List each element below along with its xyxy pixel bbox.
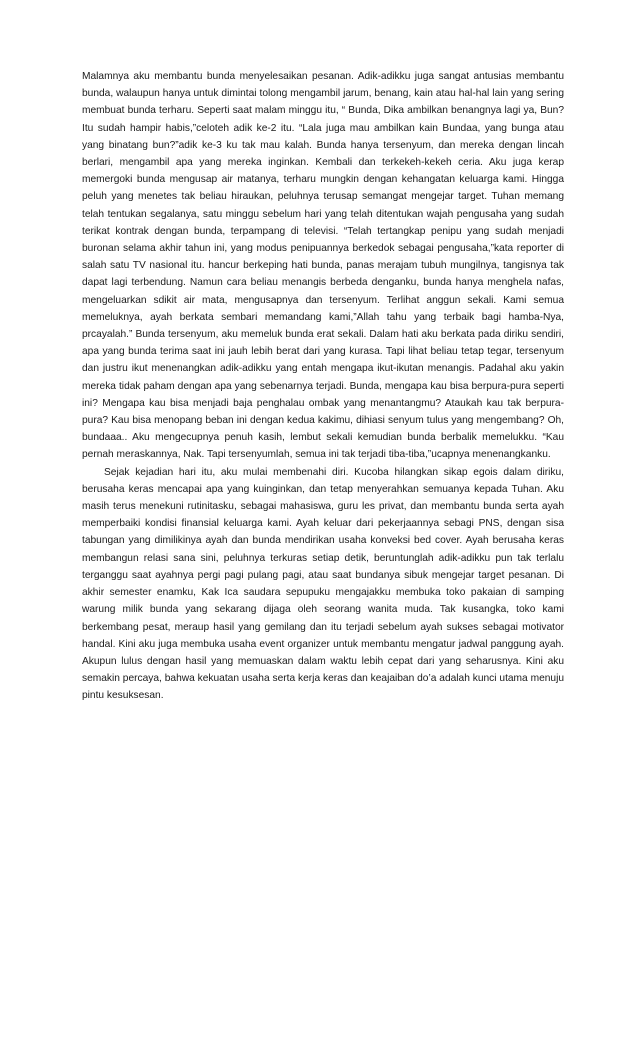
paragraph-1: Malamnya aku membantu bunda menyelesaikan pesanan. Adik-adikku juga sangat antusias membantu bunda, walaupun hanya untuk dimintai tolong mengambil jarum, benang, kain atau hal-hal lain yang sering membuat bunda terharu. Seperti saat malam minggu itu, “ Bunda, Dika ambilkan benangnya lagi ya, Bun? Itu sudah hampir habis,”celoteh adik ke-2 itu. “Lala juga mau ambilkan kain Bundaa, yang bunga atau yang binatang bun?”adik ke-3 ku tak mau kalah. Bunda hanya tersenyum, dan mereka dengan lincah berlari, mengambil apa yang mereka inginkan. Kembali dan terkekeh-kekeh ceria. Aku juga kerap memergoki bunda mengusap air matanya, terharu mungkin dengan kehangatan keluarga kami. Hingga peluh yang menetes tak beliau hiraukan, peluhnya terusap semangat mengejar target. Tuhan memang telah tentukan segalanya, satu minggu sebelum hari yang telah ditentukan wajah pengusaha yang sudah terikat kontrak dengan bunda, terpampang di televisi. “Telah tertangkap penipu yang sudah menjadi buronan selama akhir tahun ini, yang modus penipuannya berkedok sebagai pengusaha,”kata reporter di salah satu TV nasional itu. hancur berkeping hati bunda, panas merajam tubuh mungilnya, tangisnya tak dapat lagi terbendung. Namun cara beliau menangis berbeda denganku, bunda hanya menghela nafas, mengeluarkan sdikit air mata, mengusapnya dan tersenyum. Terlihat anggun sekali. Kami semua memeluknya, ayah berkata sembari memandang kami,”Allah tahu yang terbaik bagi hamba-Nya, prcayalah.” Bunda tersenyum, aku memeluk bunda erat sekali. Dalam hati aku berkata pada diriku sendiri, apa yang bunda terima saat ini jauh lebih berat dari yang kurasa. Tapi lihat beliau tetap tegar, tersenyum dan justru ikut menenangkan adik-adikku yang entah mengapa ikut-ikutan menangis. Padahal aku yakin mereka tidak paham dengan apa yang sebenarnya terjadi. Bunda, mengapa kau bisa berpura-pura seperti ini? Mengapa kau bisa menjadi baja penghalau ombak yang menantangmu? Ataukah kau tak berpura-pura? Kau bisa menopang beban ini dengan kedua kakimu, dihiasi senyum tulus yang mengembang? Oh, bundaaa.. Aku mengecupnya penuh kasih, lembut sekali kemudian bunda berbalik memelukku. “Kau pernah meraskannya, Nak. Tapi tersenyumlah, semua ini tak terjadi tiba-tiba,”ucapnya menenangkanku. bbox=[82, 71, 564, 461]
paragraph-2: Sejak kejadian hari itu, aku mulai membenahi diri. Kucoba hilangkan sikap egois dalam diriku, berusaha keras mencapai apa yang kuinginkan, dan tetap menyerahkan semuanya kepada Tuhan. Aku masih terus menekuni rutinitasku, sebagai mahasiswa, guru les privat, dan membantu bunda serta ayah memperbaiki kondisi finansial keluarga kami. Ayah keluar dari pekerjaannya sebagi PNS, dengan sisa tabungan yang dimilikinya ayah dan bunda mendirikan usaha konveksi bed cover. Ayah berusaha keras membangun relasi sana sini, peluhnya terkuras setiap detik, beruntunglah adik-adikku pun tak terlalu terganggu saat ayahnya pergi pagi pulang pagi, atau saat bundanya sibuk mengejar target pesanan. Di akhir semester enamku, Kak Ica saudara sepupuku mengajakku membuka toko pakaian di samping warung milik bunda yang sekarang dijaga oleh seorang wanita muda. Tak kusangka, toko kami berkembang pesat, meraup hasil yang gemilang dan itu terjadi sebelum ayah sukses sebagai motivator handal. Kini aku juga membuka usaha event organizer untuk membantu mengatur jadwal panggung ayah. Akupun lulus dengan hasil yang memuaskan dalam waktu lebih cepat dari yang seharusnya. Kini aku semakin percaya, bahwa kekuatan usaha serta kerja keras dan keajaiban do’a adalah kunci utama menuju pintu kesuksesan. bbox=[82, 466, 564, 702]
body-text bbox=[82, 68, 564, 705]
